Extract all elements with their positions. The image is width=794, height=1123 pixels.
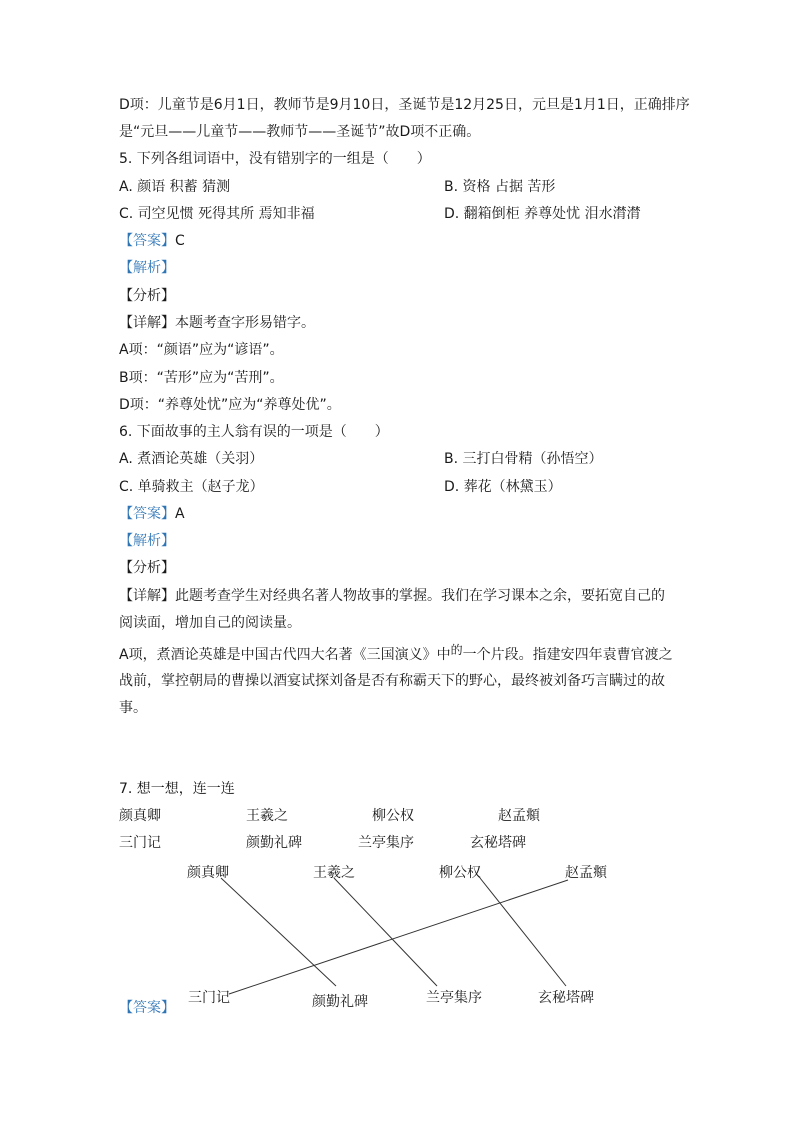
q6-option-b: B. 三打白骨精（孙悟空） [444,451,603,467]
q7-top-item-4: 赵孟頫 [498,808,540,824]
q5-b-fix: B项：“苦形”应为“苦刑”。 [119,370,284,386]
q5-jiexi-tag: 【解析】 [119,260,175,276]
q5-fenxi-tag: 【分析】 [119,288,175,304]
q7-top-item-1: 颜真卿 [119,808,161,824]
q6-xiangjie-tag: 【详解】 [119,588,175,604]
diagram-bottom-1: 三门记 [188,990,230,1006]
q6-option-c: C. 单骑救主（赵子龙） [119,479,264,495]
q5-question: 5. 下列各组词语中，没有错别字的一组是（ ） [119,151,431,167]
q7-bottom-item-2: 颜勤礼碑 [246,835,302,851]
q5-option-c: C. 司空见惯 死得其所 焉知非福 [119,206,315,222]
match-line-liugongquan [480,878,566,986]
diagram-top-2: 王羲之 [313,865,355,881]
q6-xiangjie-line-2: 阅读面，增加自己的阅读量。 [119,615,301,631]
d-explanation-line-2: 是“元旦——儿童节——教师节——圣诞节”故D项不正确。 [119,124,481,140]
q6-option-d: D. 葬花（林黛玉） [444,479,562,495]
q6-xiangjie-text-1: 此题考查学生对经典名著人物故事的掌握。我们在学习课本之余，要拓宽自己的 [175,588,665,604]
q5-answer-value: C [175,233,185,249]
q7-top-item-2: 王羲之 [246,808,288,824]
diagram-bottom-3: 兰亭集序 [426,990,482,1006]
q6-answer-tag: 【答案】 [119,506,175,522]
q7-answer-tag: 【答案】 [119,1000,175,1016]
diagram-top-1: 颜真卿 [187,865,229,881]
q5-xiangjie-tag: 【详解】 [119,315,175,331]
match-line-zhaomengfu [229,880,568,994]
d-explanation-line-1: D项：儿童节是6月1日，教师节是9月10日，圣诞节是12月25日，元旦是1月1日，正确排序 [119,97,690,113]
q6-answer-value: A [175,506,185,522]
q5-a-fix: A项：“颜语”应为“谚语”。 [119,342,284,358]
q6-a-line-3: 事。 [119,700,147,716]
q7-question: 7. 想一想，连一连 [119,781,235,797]
q5-option-b: B. 资格 占据 苦形 [444,179,556,195]
q7-bottom-item-1: 三门记 [119,835,161,851]
diagram-top-4: 赵孟頫 [565,865,607,881]
q5-option-a: A. 颜语 积蓄 猜测 [119,179,231,195]
q6-question: 6. 下面故事的主人翁有误的一项是（ ） [119,424,389,440]
q6-fenxi-tag: 【分析】 [119,560,175,576]
q6-a-line-1c: 一个片段。指建安四年袁曹官渡之 [462,647,673,663]
q7-top-item-3: 柳公权 [372,808,414,824]
q5-option-d: D. 翻箱倒柜 养尊处忧 泪水潸潸 [444,206,641,222]
q6-a-line-1b: 的 [450,643,463,657]
q6-option-a: A. 煮酒论英雄（关羽） [119,451,264,467]
q5-answer-tag: 【答案】 [119,233,175,249]
q7-bottom-item-3: 兰亭集序 [358,835,414,851]
q5-xiangjie-text: 本题考查字形易错字。 [175,315,315,331]
diagram-bottom-2: 颜勤礼碑 [312,994,368,1010]
q6-a-line-2: 战前，掌控朝局的曹操以酒宴试探刘备是否有称霸天下的野心，最终被刘备巧言瞒过的故 [119,673,665,689]
q5-d-fix: D项：“养尊处忧”应为“养尊处优”。 [119,397,341,413]
diagram-bottom-4: 玄秘塔碑 [538,990,594,1006]
match-line-yanzhenqing [221,878,336,986]
match-line-wangxizhi [334,878,437,986]
q7-bottom-item-4: 玄秘塔碑 [470,835,526,851]
q6-a-line-1a: A项，煮酒论英雄是中国古代四大名著《三国演义》中 [119,647,451,663]
diagram-top-3: 柳公权 [439,865,481,881]
q6-jiexi-tag: 【解析】 [119,533,175,549]
